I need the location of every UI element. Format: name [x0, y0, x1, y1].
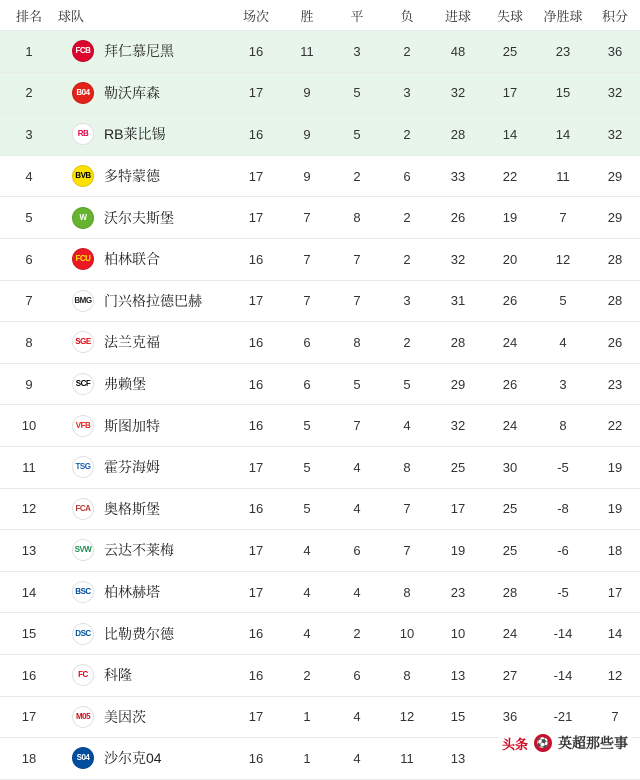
cell-drawn: 8	[332, 197, 382, 239]
cell-lost: 2	[382, 197, 432, 239]
cell-won: 2	[282, 654, 332, 696]
cell-drawn: 3	[332, 31, 382, 73]
team-crest-initials: FCU	[75, 254, 91, 264]
cell-points: 28	[590, 238, 640, 280]
cell-rank: 4	[0, 155, 58, 197]
team-name: 沙尔克04	[104, 750, 162, 767]
table-row	[0, 363, 640, 405]
team-crest-initials: W	[79, 212, 87, 222]
cell-team	[58, 238, 230, 280]
cell-gd: 11	[536, 155, 590, 197]
team-cell	[58, 114, 230, 155]
cell-lost: 7	[382, 488, 432, 530]
cell-rank: 12	[0, 488, 58, 530]
cell-won: 5	[282, 446, 332, 488]
team-cell	[58, 572, 230, 613]
cell-ga: 27	[484, 654, 536, 696]
team-crest-icon	[72, 664, 94, 686]
cell-gd: -8	[536, 488, 590, 530]
table-row	[0, 446, 640, 488]
table-row	[0, 488, 640, 530]
team-name: 拜仁慕尼黑	[104, 43, 174, 60]
cell-ga: 20	[484, 238, 536, 280]
table-row	[0, 197, 640, 239]
cell-gf: 28	[432, 322, 484, 364]
cell-won: 5	[282, 405, 332, 447]
account-badge-icon: ⚽	[534, 734, 552, 752]
team-cell	[58, 197, 230, 238]
header-ga: 失球	[484, 0, 536, 31]
cell-drawn: 2	[332, 155, 382, 197]
cell-ga: 25	[484, 488, 536, 530]
team-crest-icon	[72, 331, 94, 353]
team-crest-initials: RB	[77, 129, 89, 139]
cell-team	[58, 571, 230, 613]
team-cell	[58, 447, 230, 488]
team-name: 多特蒙德	[104, 168, 160, 185]
header-team: 球队	[58, 0, 230, 31]
header-played: 场次	[230, 0, 282, 31]
cell-drawn: 8	[332, 322, 382, 364]
team-crest-initials: S04	[76, 753, 90, 763]
cell-points: 18	[590, 530, 640, 572]
cell-played: 17	[230, 155, 282, 197]
team-crest-initials: BVB	[75, 171, 91, 181]
team-crest-initials: FCB	[75, 46, 91, 56]
team-crest-initials: FCA	[75, 503, 91, 513]
cell-gd: 3	[536, 363, 590, 405]
team-cell	[58, 156, 230, 197]
team-cell	[58, 31, 230, 72]
cell-team	[58, 114, 230, 156]
team-crest-icon	[72, 40, 94, 62]
cell-rank: 5	[0, 197, 58, 239]
team-crest-icon	[72, 539, 94, 561]
cell-gf: 13	[432, 654, 484, 696]
team-cell	[58, 655, 230, 696]
table-row	[0, 72, 640, 114]
cell-ga: 19	[484, 197, 536, 239]
cell-lost: 2	[382, 322, 432, 364]
team-cell	[58, 697, 230, 738]
watermark	[498, 730, 632, 756]
cell-rank: 2	[0, 72, 58, 114]
cell-team	[58, 322, 230, 364]
team-name: 柏林赫塔	[104, 584, 160, 601]
cell-played: 17	[230, 571, 282, 613]
cell-ga: 26	[484, 363, 536, 405]
cell-lost: 6	[382, 155, 432, 197]
header-lost: 负	[382, 0, 432, 31]
cell-points: 19	[590, 488, 640, 530]
cell-won: 4	[282, 571, 332, 613]
cell-gd: 4	[536, 322, 590, 364]
cell-drawn: 4	[332, 446, 382, 488]
cell-gf: 29	[432, 363, 484, 405]
cell-rank: 15	[0, 613, 58, 655]
cell-won: 5	[282, 488, 332, 530]
team-crest-icon	[72, 747, 94, 769]
cell-drawn: 6	[332, 654, 382, 696]
cell-lost: 8	[382, 654, 432, 696]
team-cell	[58, 738, 230, 779]
cell-ga: 17	[484, 72, 536, 114]
cell-gd: -5	[536, 571, 590, 613]
team-name: 霍芬海姆	[104, 459, 160, 476]
cell-points: 29	[590, 197, 640, 239]
team-crest-icon	[72, 706, 94, 728]
cell-ga: 24	[484, 405, 536, 447]
cell-gf: 17	[432, 488, 484, 530]
cell-team	[58, 613, 230, 655]
team-name: 美因茨	[104, 708, 146, 725]
cell-gf: 15	[432, 696, 484, 738]
cell-ga: 24	[484, 322, 536, 364]
cell-gf: 26	[432, 197, 484, 239]
cell-points: 23	[590, 363, 640, 405]
team-crest-initials: SVW	[74, 545, 92, 555]
cell-won: 11	[282, 31, 332, 73]
cell-lost: 4	[382, 405, 432, 447]
team-crest-initials: M05	[75, 711, 91, 721]
cell-played: 16	[230, 31, 282, 73]
cell-gd: 12	[536, 238, 590, 280]
cell-played: 17	[230, 197, 282, 239]
cell-lost: 11	[382, 738, 432, 780]
cell-rank: 1	[0, 31, 58, 73]
cell-lost: 10	[382, 613, 432, 655]
cell-gf: 32	[432, 238, 484, 280]
cell-won: 4	[282, 613, 332, 655]
team-name: 沃尔夫斯堡	[104, 209, 174, 226]
cell-rank: 17	[0, 696, 58, 738]
team-name: 柏林联合	[104, 251, 160, 268]
table-row	[0, 114, 640, 156]
cell-ga: 22	[484, 155, 536, 197]
cell-lost: 2	[382, 114, 432, 156]
cell-gd: 8	[536, 405, 590, 447]
cell-rank: 16	[0, 654, 58, 696]
cell-gf: 19	[432, 530, 484, 572]
header-rank: 排名	[0, 0, 58, 31]
cell-lost: 2	[382, 238, 432, 280]
cell-drawn: 2	[332, 613, 382, 655]
table-row	[0, 405, 640, 447]
cell-gf: 32	[432, 405, 484, 447]
cell-played: 17	[230, 280, 282, 322]
cell-team	[58, 72, 230, 114]
team-cell	[58, 322, 230, 363]
cell-won: 9	[282, 155, 332, 197]
table-row	[0, 571, 640, 613]
cell-played: 16	[230, 114, 282, 156]
team-crest-initials: TSG	[75, 462, 91, 472]
cell-played: 16	[230, 238, 282, 280]
cell-team	[58, 654, 230, 696]
cell-drawn: 7	[332, 238, 382, 280]
cell-gd: 14	[536, 114, 590, 156]
team-crest-icon	[72, 165, 94, 187]
cell-gd: -14	[536, 613, 590, 655]
cell-points: 32	[590, 72, 640, 114]
team-cell	[58, 73, 230, 114]
cell-points: 36	[590, 31, 640, 73]
team-crest-initials: SCF	[75, 379, 91, 389]
cell-played: 17	[230, 696, 282, 738]
cell-ga: 30	[484, 446, 536, 488]
team-name: 云达不莱梅	[104, 542, 174, 559]
cell-drawn: 4	[332, 571, 382, 613]
cell-rank: 3	[0, 114, 58, 156]
cell-won: 7	[282, 197, 332, 239]
team-name: RB莱比锡	[104, 126, 166, 143]
cell-lost: 2	[382, 31, 432, 73]
header-points: 积分	[590, 0, 640, 31]
cell-lost: 7	[382, 530, 432, 572]
cell-played: 16	[230, 488, 282, 530]
cell-rank: 13	[0, 530, 58, 572]
cell-won: 9	[282, 114, 332, 156]
team-name: 斯图加特	[104, 417, 160, 434]
toutiao-logo: 头条	[501, 736, 528, 752]
team-crest-icon	[72, 415, 94, 437]
cell-gf: 23	[432, 571, 484, 613]
cell-won: 4	[282, 530, 332, 572]
cell-rank: 11	[0, 446, 58, 488]
table-row	[0, 31, 640, 73]
team-cell	[58, 364, 230, 405]
table-row	[0, 530, 640, 572]
cell-played: 17	[230, 446, 282, 488]
cell-team	[58, 155, 230, 197]
team-name: 法兰克福	[104, 334, 160, 351]
header-drawn: 平	[332, 0, 382, 31]
cell-drawn: 7	[332, 280, 382, 322]
cell-played: 16	[230, 613, 282, 655]
team-name: 门兴格拉德巴赫	[104, 292, 202, 309]
cell-points: 14	[590, 613, 640, 655]
cell-won: 7	[282, 238, 332, 280]
cell-drawn: 4	[332, 696, 382, 738]
cell-played: 17	[230, 530, 282, 572]
cell-drawn: 5	[332, 363, 382, 405]
team-name: 科隆	[104, 667, 132, 684]
cell-team	[58, 488, 230, 530]
team-crest-icon	[72, 456, 94, 478]
cell-points: 22	[590, 405, 640, 447]
cell-rank: 8	[0, 322, 58, 364]
cell-ga: 25	[484, 530, 536, 572]
cell-ga: 25	[484, 31, 536, 73]
table-row	[0, 280, 640, 322]
cell-gd: 7	[536, 197, 590, 239]
cell-lost: 3	[382, 72, 432, 114]
cell-points: 32	[590, 114, 640, 156]
cell-team	[58, 405, 230, 447]
cell-lost: 5	[382, 363, 432, 405]
cell-gd: 5	[536, 280, 590, 322]
cell-team	[58, 197, 230, 239]
cell-lost: 8	[382, 571, 432, 613]
cell-rank: 10	[0, 405, 58, 447]
cell-rank: 14	[0, 571, 58, 613]
team-name: 弗赖堡	[104, 376, 146, 393]
team-cell	[58, 530, 230, 571]
team-crest-icon	[72, 248, 94, 270]
team-crest-icon	[72, 581, 94, 603]
cell-won: 1	[282, 696, 332, 738]
cell-ga: 24	[484, 613, 536, 655]
team-name: 奥格斯堡	[104, 500, 160, 517]
cell-team	[58, 280, 230, 322]
cell-played: 16	[230, 363, 282, 405]
header-gd: 净胜球	[536, 0, 590, 31]
cell-played: 16	[230, 654, 282, 696]
cell-gf: 10	[432, 613, 484, 655]
cell-points: 19	[590, 446, 640, 488]
cell-points: 29	[590, 155, 640, 197]
team-crest-icon	[72, 207, 94, 229]
team-cell	[58, 613, 230, 654]
table-row	[0, 238, 640, 280]
cell-gd: -6	[536, 530, 590, 572]
cell-won: 1	[282, 738, 332, 780]
team-name: 勒沃库森	[104, 84, 160, 101]
cell-gf: 28	[432, 114, 484, 156]
cell-gf: 13	[432, 738, 484, 780]
team-name: 比勒费尔德	[104, 625, 174, 642]
table-row	[0, 155, 640, 197]
team-crest-icon	[72, 373, 94, 395]
team-crest-icon	[72, 623, 94, 645]
cell-points: 7	[590, 696, 640, 738]
team-crest-initials: BMG	[74, 295, 92, 305]
cell-points: 17	[590, 571, 640, 613]
cell-won: 7	[282, 280, 332, 322]
table-row	[0, 613, 640, 655]
table-row	[0, 654, 640, 696]
team-cell	[58, 281, 230, 322]
team-crest-initials: DSC	[75, 628, 91, 638]
table-header	[0, 0, 640, 31]
cell-gd: -5	[536, 446, 590, 488]
cell-won: 6	[282, 363, 332, 405]
cell-lost: 8	[382, 446, 432, 488]
team-crest-initials: BSC	[75, 587, 91, 597]
cell-played: 16	[230, 405, 282, 447]
cell-team	[58, 446, 230, 488]
cell-team	[58, 31, 230, 73]
cell-gf: 25	[432, 446, 484, 488]
cell-gd: -14	[536, 654, 590, 696]
team-crest-initials: B04	[76, 87, 90, 97]
cell-drawn: 6	[332, 530, 382, 572]
cell-ga: 36	[484, 696, 536, 738]
cell-gf: 31	[432, 280, 484, 322]
cell-drawn: 7	[332, 405, 382, 447]
cell-drawn: 4	[332, 488, 382, 530]
team-cell	[58, 239, 230, 280]
cell-won: 9	[282, 72, 332, 114]
cell-points: 28	[590, 280, 640, 322]
cell-played: 17	[230, 72, 282, 114]
team-cell	[58, 489, 230, 530]
header-row	[0, 0, 640, 31]
team-crest-initials: SGE	[75, 337, 91, 347]
team-crest-icon	[72, 123, 94, 145]
cell-ga: 28	[484, 571, 536, 613]
cell-gf: 32	[432, 72, 484, 114]
cell-rank: 9	[0, 363, 58, 405]
team-crest-icon	[72, 82, 94, 104]
cell-gd: -21	[536, 696, 590, 738]
team-crest-icon	[72, 290, 94, 312]
cell-gd: 15	[536, 72, 590, 114]
cell-rank: 18	[0, 738, 58, 780]
cell-lost: 12	[382, 696, 432, 738]
cell-lost: 3	[382, 280, 432, 322]
header-won: 胜	[282, 0, 332, 31]
cell-points: 12	[590, 654, 640, 696]
cell-team	[58, 363, 230, 405]
cell-ga: 14	[484, 114, 536, 156]
cell-rank: 7	[0, 280, 58, 322]
cell-drawn: 5	[332, 72, 382, 114]
cell-team	[58, 530, 230, 572]
cell-ga: 26	[484, 280, 536, 322]
cell-rank: 6	[0, 238, 58, 280]
cell-team	[58, 696, 230, 738]
team-crest-initials: VFB	[75, 420, 91, 430]
header-gf: 进球	[432, 0, 484, 31]
team-crest-initials: FC	[78, 670, 88, 680]
cell-team	[58, 738, 230, 780]
cell-gf: 48	[432, 31, 484, 73]
cell-played: 16	[230, 738, 282, 780]
watermark-account: 英超那些事	[558, 735, 628, 751]
cell-drawn: 4	[332, 738, 382, 780]
cell-points: 26	[590, 322, 640, 364]
table-row	[0, 322, 640, 364]
team-cell	[58, 405, 230, 446]
cell-drawn: 5	[332, 114, 382, 156]
team-crest-icon	[72, 498, 94, 520]
cell-gf: 33	[432, 155, 484, 197]
cell-won: 6	[282, 322, 332, 364]
cell-played: 16	[230, 322, 282, 364]
table-body	[0, 31, 640, 780]
cell-gd: 23	[536, 31, 590, 73]
